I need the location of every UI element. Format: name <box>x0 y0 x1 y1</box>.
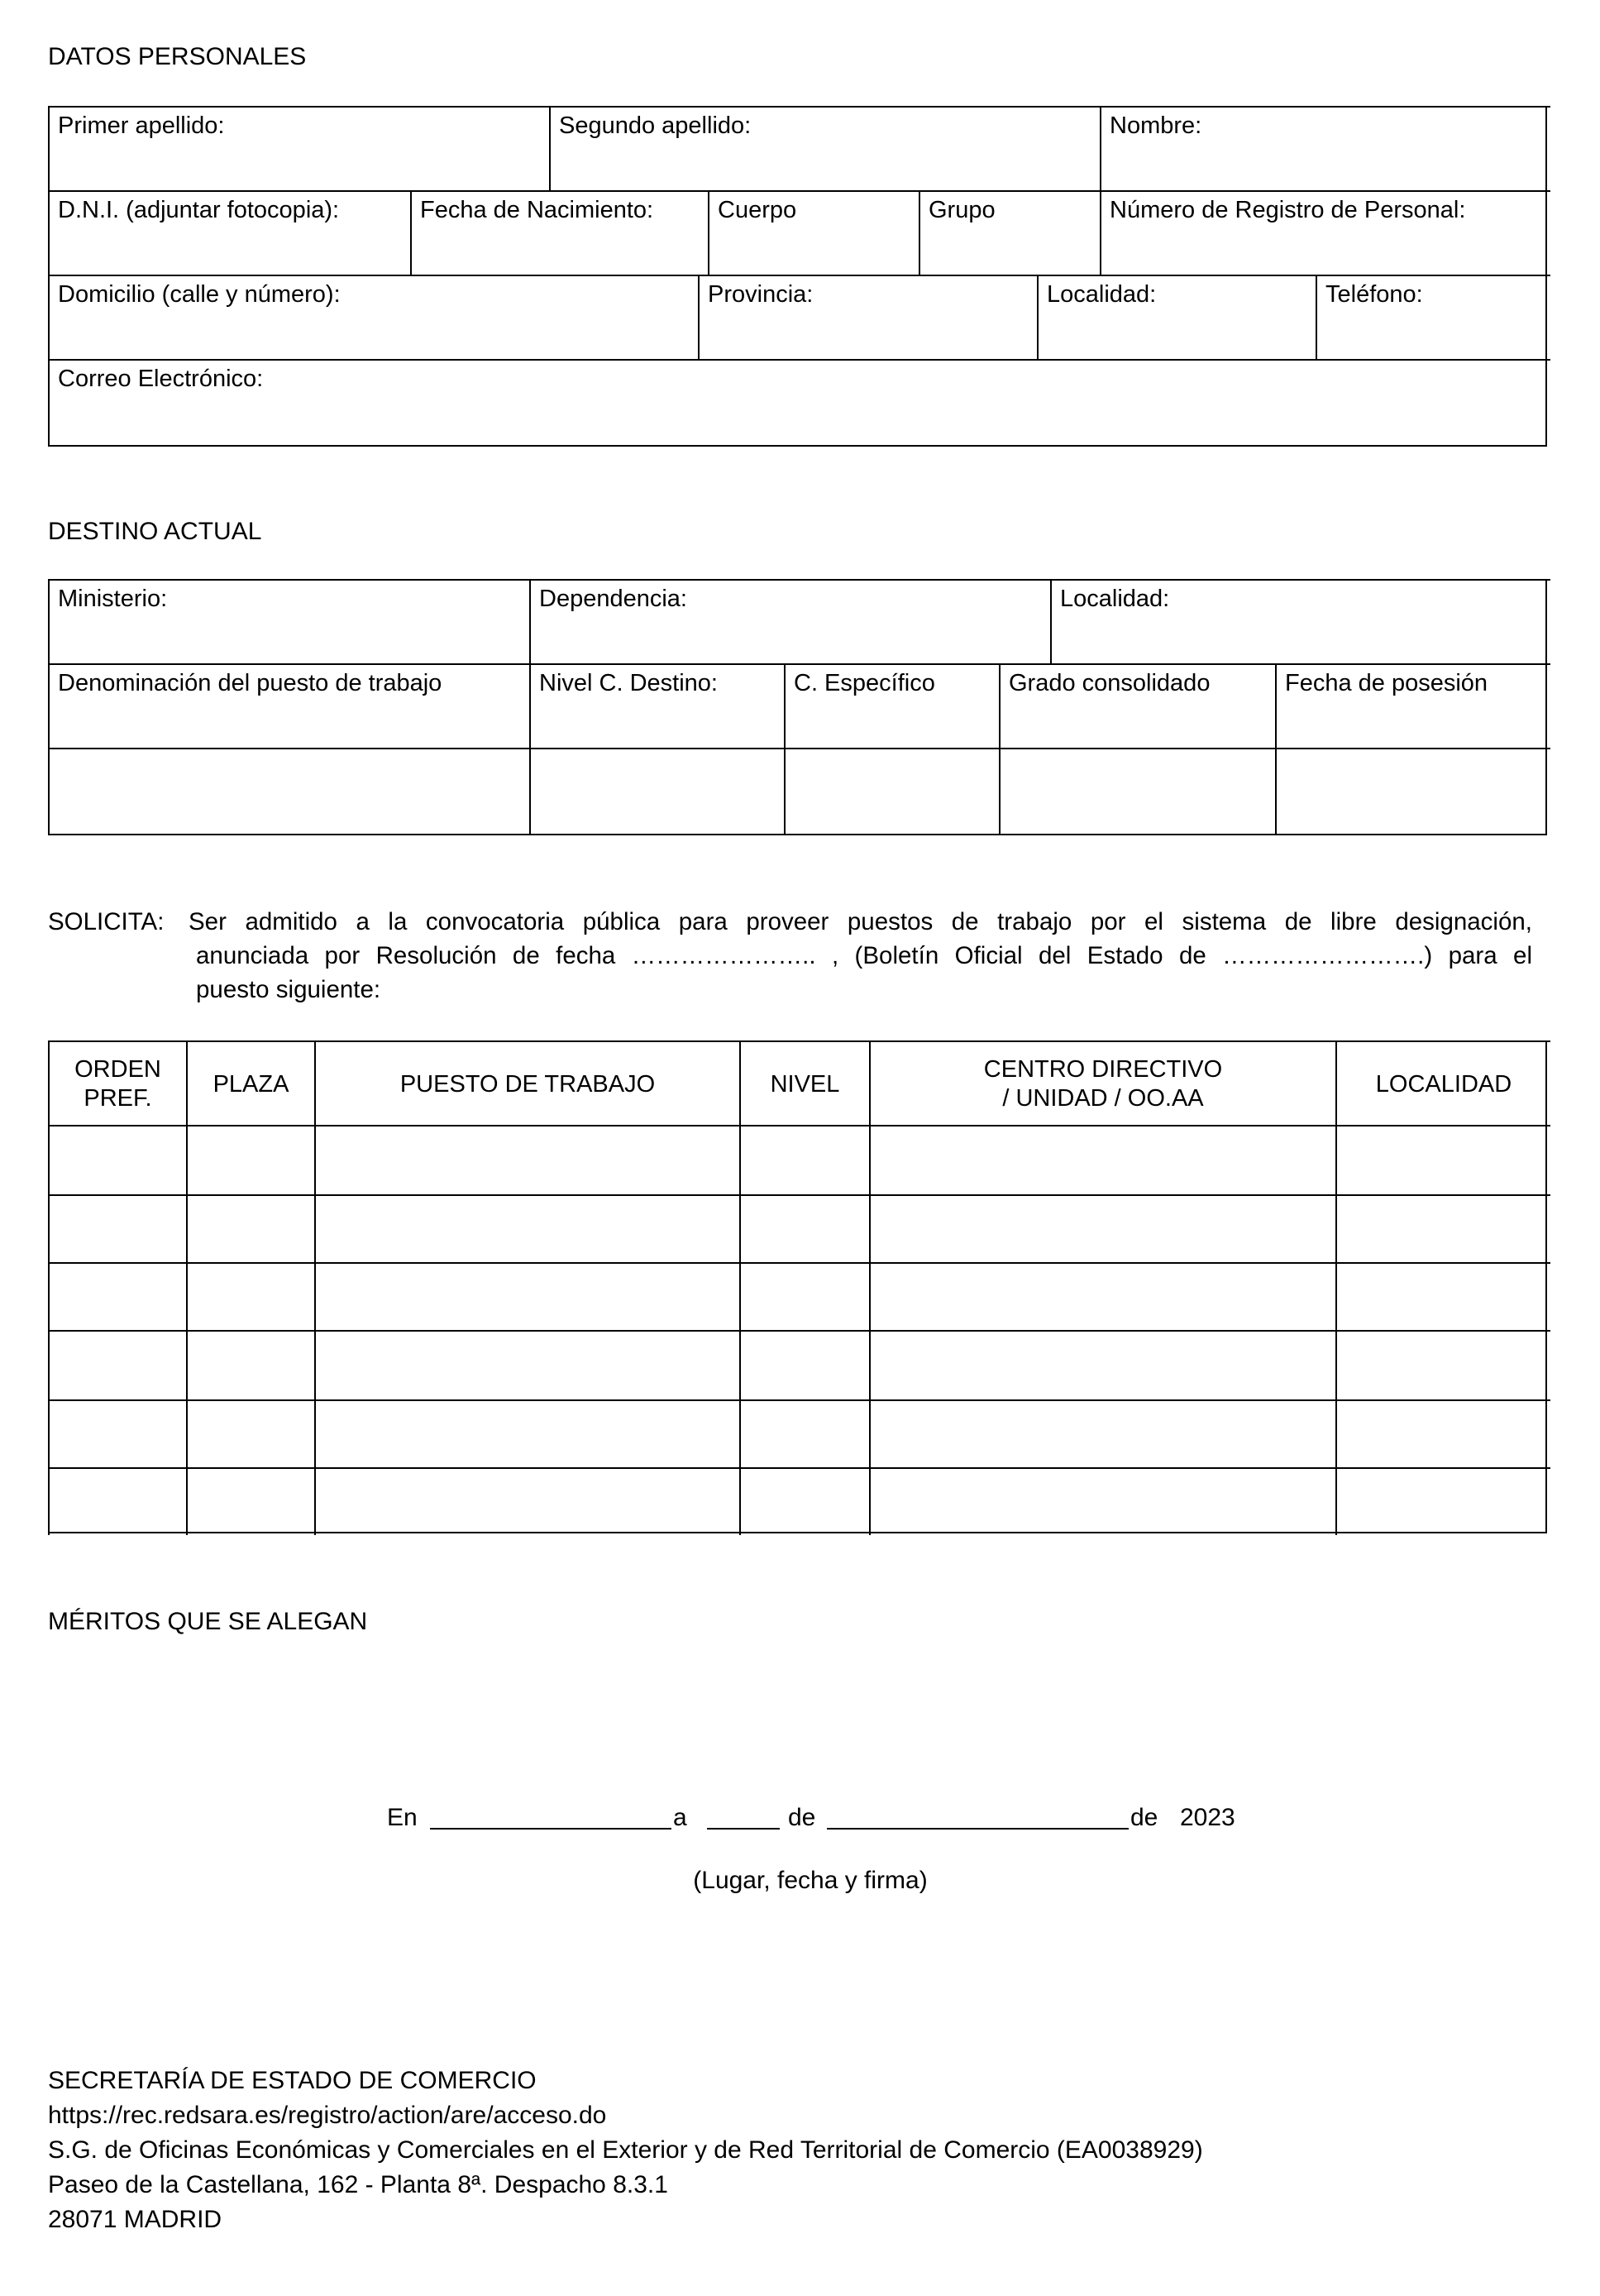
input-localidad[interactable] <box>1335 1262 1550 1333</box>
firma-year: 2023 <box>1180 1804 1235 1831</box>
header-nivel <box>739 1040 869 1126</box>
footer-address: Paseo de la Castellana, 162 - Planta 8ª. Despacho 8.3.1 <box>48 2171 668 2198</box>
header-orden-pref <box>48 1040 186 1126</box>
footer-postal: 28071 MADRID <box>48 2206 222 2233</box>
field-label: Grado consolidado <box>1009 670 1211 696</box>
header-plaza <box>186 1040 314 1126</box>
section-title-destino-actual: DESTINO ACTUAL <box>48 518 262 545</box>
field-fecha-nacimiento[interactable] <box>410 190 708 276</box>
solicita-label: SOLICITA: <box>48 908 165 935</box>
input-puesto[interactable] <box>314 1399 739 1471</box>
input-nivel[interactable] <box>739 1262 869 1333</box>
solicita-line-3: puesto siguiente: <box>196 976 381 1003</box>
input-localidad[interactable] <box>1335 1125 1550 1198</box>
field-label: Número de Registro de Personal: <box>1110 197 1466 223</box>
input-plaza[interactable] <box>186 1330 314 1403</box>
field-label: Nivel C. Destino: <box>539 670 718 696</box>
input-localidad[interactable] <box>1335 1399 1550 1471</box>
field-label: Teléfono: <box>1325 281 1423 308</box>
label-fecha-posesion <box>1275 663 1550 749</box>
input-centro[interactable] <box>869 1194 1335 1265</box>
input-centro[interactable] <box>869 1330 1335 1403</box>
field-ministerio[interactable] <box>48 579 529 665</box>
section-title-meritos: MÉRITOS QUE SE ALEGAN <box>48 1608 368 1635</box>
input-nivel[interactable] <box>739 1125 869 1198</box>
input-plaza[interactable] <box>186 1125 314 1198</box>
footer-url-link[interactable]: https://rec.redsara.es/registro/action/are/acceso.do <box>48 2102 607 2129</box>
section-title-datos-personales: DATOS PERSONALES <box>48 43 307 70</box>
input-orden[interactable] <box>48 1399 186 1471</box>
header-centro-line2: / UNIDAD / OO.AA <box>1002 1085 1204 1112</box>
input-plaza[interactable] <box>186 1194 314 1265</box>
header-centro-line1: CENTRO DIRECTIVO <box>983 1056 1223 1083</box>
input-puesto[interactable] <box>314 1330 739 1403</box>
field-label: D.N.I. (adjuntar fotocopia): <box>58 197 340 223</box>
field-label: Correo Electrónico: <box>58 366 264 392</box>
input-localidad[interactable] <box>1335 1194 1550 1265</box>
input-denominacion[interactable] <box>48 748 529 835</box>
input-puesto[interactable] <box>314 1194 739 1265</box>
puestos-table <box>48 1040 1547 1533</box>
header-plaza-text: PLAZA <box>213 1070 289 1098</box>
field-nrp[interactable] <box>1100 190 1550 276</box>
field-domicilio[interactable] <box>48 275 698 361</box>
solicita-line-1: Ser admitido a la convocatoria pública para proveer puestos de trabajo por el sistema de libre designación, <box>189 908 1532 935</box>
label-especifico <box>784 663 999 749</box>
header-orden-line2: PREF. <box>84 1085 152 1112</box>
label-denominacion <box>48 663 529 749</box>
input-centro[interactable] <box>869 1399 1335 1471</box>
input-centro[interactable] <box>869 1262 1335 1333</box>
field-label: Dependencia: <box>539 586 687 612</box>
header-puesto-text: PUESTO DE TRABAJO <box>399 1070 656 1098</box>
field-provincia[interactable] <box>698 275 1037 361</box>
field-label: Primer apellido: <box>58 112 225 139</box>
field-cuerpo[interactable] <box>708 190 919 276</box>
label-grado <box>999 663 1275 749</box>
field-label: Nombre: <box>1110 112 1202 139</box>
header-puesto <box>314 1040 739 1126</box>
input-fecha-posesion[interactable] <box>1275 748 1550 835</box>
input-puesto[interactable] <box>314 1467 739 1535</box>
input-grado[interactable] <box>999 748 1275 835</box>
input-orden[interactable] <box>48 1262 186 1333</box>
header-orden-line1: ORDEN <box>74 1056 161 1083</box>
firma-mes-blank[interactable] <box>827 1828 1129 1830</box>
input-nivel[interactable] <box>739 1194 869 1265</box>
field-grupo[interactable] <box>919 190 1100 276</box>
header-localidad <box>1335 1040 1550 1126</box>
field-label: Fecha de Nacimiento: <box>420 197 654 223</box>
solicita-line-2: anunciada por Resolución de fecha ………………….. , (Boletín Oficial del Estado de …………………….) para el <box>196 942 1532 969</box>
input-nivel[interactable] <box>739 1330 869 1403</box>
field-label: Ministerio: <box>58 586 168 612</box>
input-orden[interactable] <box>48 1194 186 1265</box>
field-correo[interactable] <box>48 359 1550 447</box>
firma-a: a <box>673 1804 687 1831</box>
field-label: Provincia: <box>708 281 814 308</box>
field-label: Fecha de posesión <box>1285 670 1488 696</box>
field-label: Segundo apellido: <box>559 112 752 139</box>
header-nivel-text: NIVEL <box>770 1070 840 1098</box>
input-orden[interactable] <box>48 1467 186 1535</box>
input-nivel-destino[interactable] <box>529 748 784 835</box>
firma-lugar-blank[interactable] <box>430 1828 671 1830</box>
firma-en: En <box>387 1804 418 1831</box>
datos-personales-table <box>48 106 1547 447</box>
input-especifico[interactable] <box>784 748 999 835</box>
input-nivel[interactable] <box>739 1399 869 1471</box>
label-nivel-destino <box>529 663 784 749</box>
input-centro[interactable] <box>869 1467 1335 1535</box>
input-localidad[interactable] <box>1335 1467 1550 1535</box>
field-segundo-apellido[interactable] <box>549 106 1100 192</box>
input-puesto[interactable] <box>314 1262 739 1333</box>
input-plaza[interactable] <box>186 1467 314 1535</box>
input-centro[interactable] <box>869 1125 1335 1198</box>
field-localidad-destino[interactable] <box>1050 579 1550 665</box>
input-orden[interactable] <box>48 1125 186 1198</box>
field-label: Grupo <box>929 197 996 223</box>
field-nombre[interactable] <box>1100 106 1550 192</box>
field-primer-apellido[interactable] <box>48 106 549 192</box>
footer-secretaria: SECRETARÍA DE ESTADO DE COMERCIO <box>48 2067 537 2094</box>
header-centro-directivo <box>869 1040 1335 1126</box>
field-telefono[interactable] <box>1316 275 1550 361</box>
field-dni[interactable] <box>48 190 410 276</box>
input-nivel[interactable] <box>739 1467 869 1535</box>
input-plaza[interactable] <box>186 1262 314 1333</box>
header-localidad-text: LOCALIDAD <box>1375 1070 1512 1098</box>
firma-caption: (Lugar, fecha y firma) <box>693 1867 928 1894</box>
field-label: Denominación del puesto de trabajo <box>58 670 442 696</box>
firma-dia-blank[interactable] <box>707 1828 780 1830</box>
field-label: Domicilio (calle y número): <box>58 281 341 308</box>
field-label: Localidad: <box>1047 281 1157 308</box>
destino-actual-table <box>48 579 1547 835</box>
field-label: Cuerpo <box>718 197 797 223</box>
input-puesto[interactable] <box>314 1125 739 1198</box>
field-label: C. Específico <box>794 670 935 696</box>
input-orden[interactable] <box>48 1330 186 1403</box>
firma-de-1: de <box>788 1804 816 1831</box>
input-localidad[interactable] <box>1335 1330 1550 1403</box>
field-label: Localidad: <box>1060 586 1170 612</box>
input-plaza[interactable] <box>186 1399 314 1471</box>
firma-de-2: de <box>1130 1804 1158 1831</box>
field-dependencia[interactable] <box>529 579 1050 665</box>
field-localidad[interactable] <box>1037 275 1316 361</box>
footer-sg-oficinas: S.G. de Oficinas Económicas y Comerciales en el Exterior y de Red Territorial de Comercio (EA0038929) <box>48 2136 1203 2164</box>
